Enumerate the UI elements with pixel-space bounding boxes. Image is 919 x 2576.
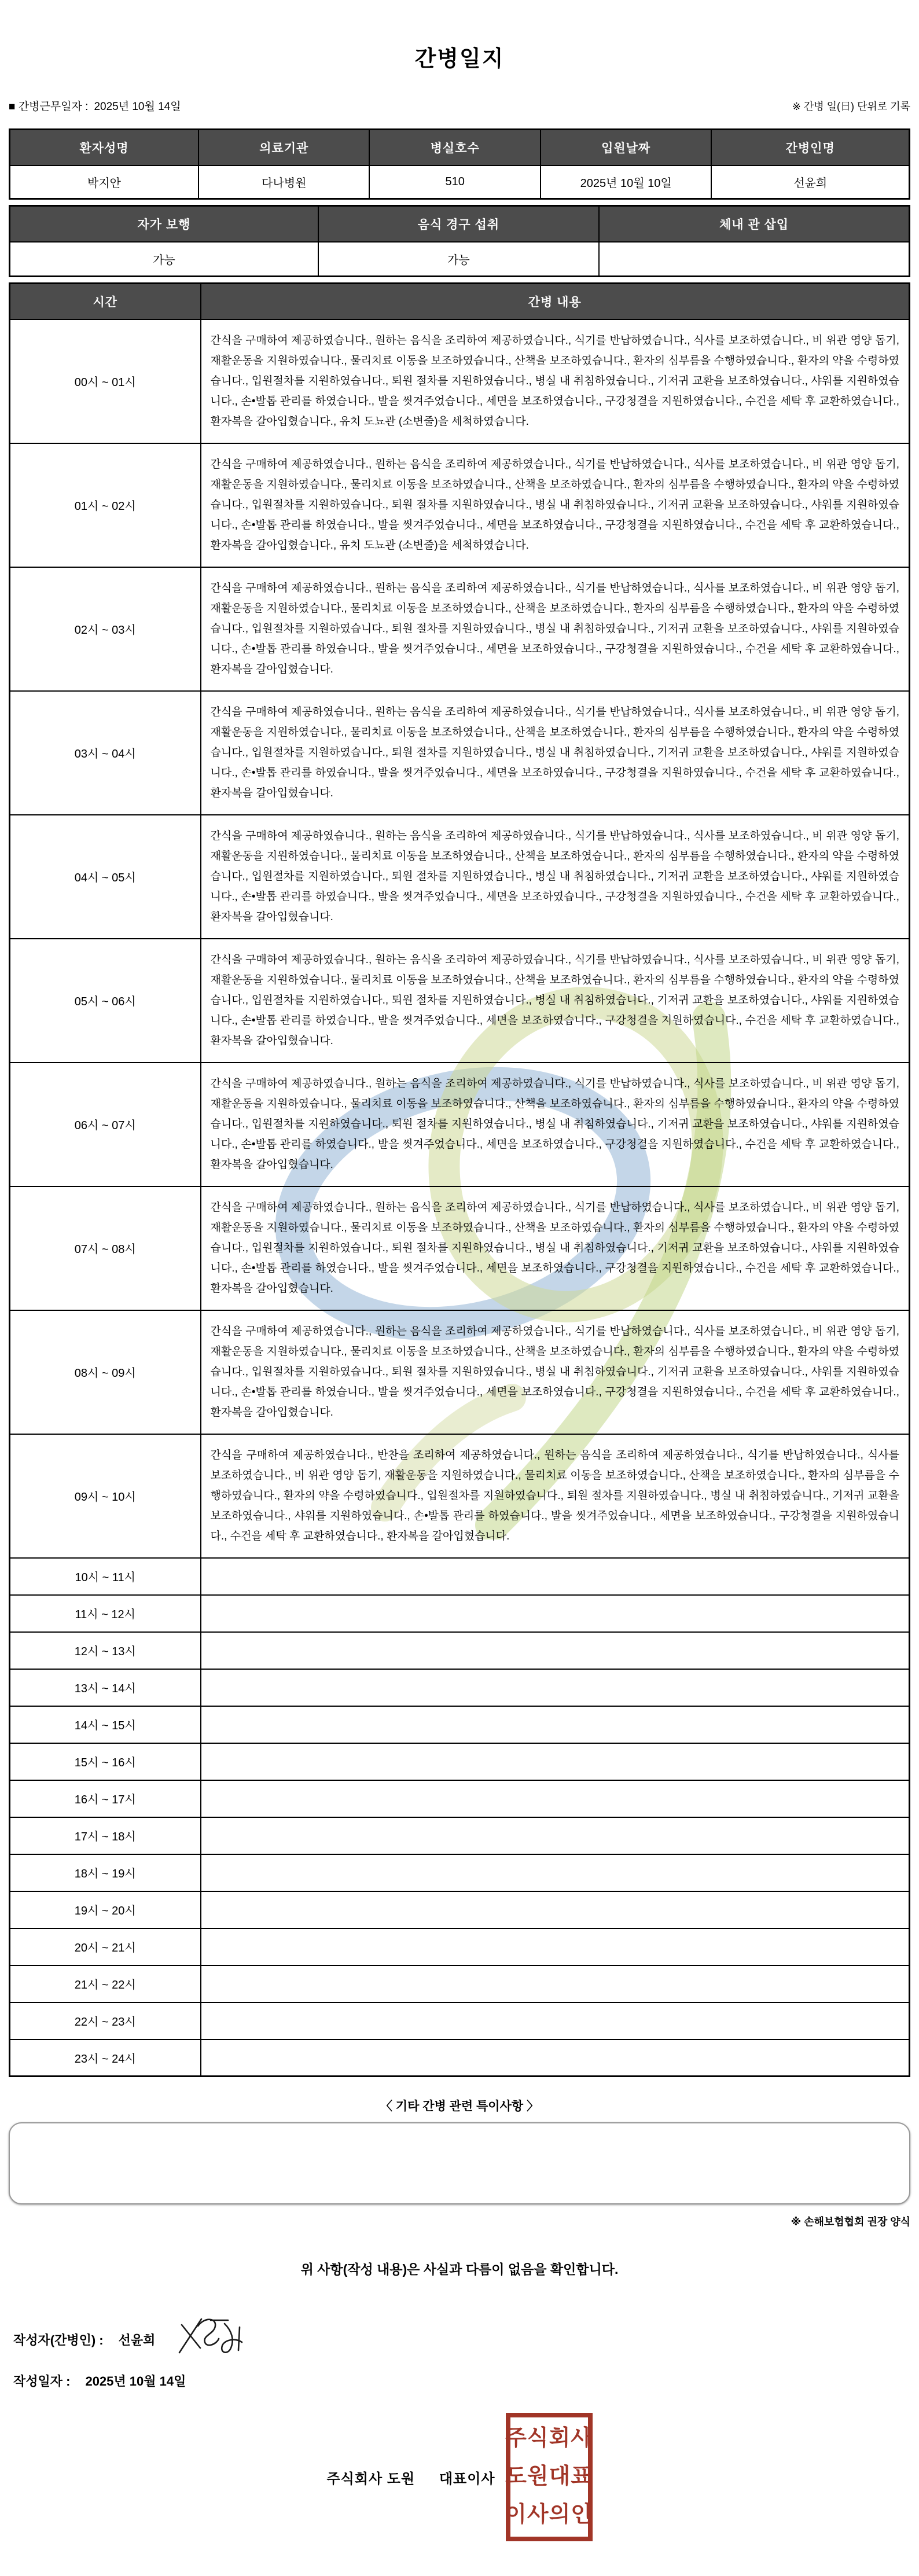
admission-date: 2025년 10월 10일 — [541, 166, 711, 199]
care-row-00 — [10, 319, 910, 443]
unit-note: ※ 간병 일(日) 단위로 기록 — [792, 101, 910, 112]
company-row — [9, 2413, 910, 2541]
care-row-10 — [10, 1558, 910, 1595]
company-role: 대표이사 — [439, 2471, 495, 2487]
care-content — [201, 1965, 910, 2002]
time-label: 04시 ~ 05시 — [10, 815, 201, 939]
care-content: 간식을 구매하여 제공하였습니다., 원하는 음식을 조리하여 제공하였습니다., 식기를 반납하였습니다., 식사를 보조하였습니다., 비 위관 영양 돕기, 재활운동을 지원하였습니다., 물리치료 이동을 보조하였습니다., 산책을 보조하였습니다., 환자의 심부름을 수행하였습니다., 환자의 약을 수령하였습니다., 입원절차를 지원하였습니다., 퇴원 절차를 지원하였습니다., 병실 내 취침하였습니다., 기저귀 교환을 보조하였습니다., 샤워를 지원하였습니다., 손•발톱 관리를 하였습니다., 발을 씻겨주었습니다., 세면을 보조하였습니다., 구강청결을 지원하였습니다., 수건을 세탁 후 교환하였습니다., 환자복을 갈아입혔습니다., 유치 도뇨관 (소변줄)을 세척하였습니다. — [201, 443, 910, 567]
care-row-22 — [10, 2002, 910, 2040]
time-label: 12시 ~ 13시 — [10, 1632, 201, 1669]
time-label: 14시 ~ 15시 — [10, 1706, 201, 1743]
care-log-table — [9, 282, 910, 2077]
time-label: 15시 ~ 16시 — [10, 1743, 201, 1780]
care-row-11 — [10, 1595, 910, 1632]
time-label: 02시 ~ 03시 — [10, 567, 201, 691]
care-row-15 — [10, 1743, 910, 1780]
time-label: 07시 ~ 08시 — [10, 1186, 201, 1310]
time-label: 06시 ~ 07시 — [10, 1063, 201, 1186]
patient-status-table — [9, 205, 910, 277]
care-row-13 — [10, 1669, 910, 1706]
care-row-01 — [10, 443, 910, 567]
company-line — [326, 2467, 495, 2487]
patient-name: 박지안 — [10, 166, 199, 199]
care-content — [201, 2040, 910, 2077]
care-row-21 — [10, 1965, 910, 2002]
care-content: 간식을 구매하여 제공하였습니다., 원하는 음식을 조리하여 제공하였습니다., 식기를 반납하였습니다., 식사를 보조하였습니다., 비 위관 영양 돕기, 재활운동을 지원하였습니다., 물리치료 이동을 보조하였습니다., 산책을 보조하였습니다., 환자의 심부름을 수행하였습니다., 환자의 약을 수령하였습니다., 입원절차를 지원하였습니다., 퇴원 절차를 지원하였습니다., 병실 내 취침하였습니다., 기저귀 교환을 보조하였습니다., 샤워를 지원하였습니다., 손•발톱 관리를 하였습니다., 발을 씻겨주었습니다., 세면을 보조하였습니다., 구강청결을 지원하였습니다., 수건을 세탁 후 교환하였습니다., 환자복을 갈아입혔습니다. — [201, 939, 910, 1063]
time-label: 01시 ~ 02시 — [10, 443, 201, 567]
caregiver-name: 선윤희 — [711, 166, 909, 199]
care-row-20 — [10, 1928, 910, 1965]
care-row-06 — [10, 1063, 910, 1186]
writer-name: 선윤희 — [118, 2332, 156, 2347]
care-content — [201, 1891, 910, 1928]
care-content: 간식을 구매하여 제공하였습니다., 반찬을 조리하여 제공하였습니다., 원하는 음식을 조리하여 제공하였습니다., 식기를 반납하였습니다., 식사를 보조하였습니다., 비 위관 영양 돕기, 재활운동을 지원하였습니다., 물리치료 이동을 보조하였습니다., 산책을 보조하였습니다., 환자의 심부름을 수행하였습니다., 환자의 약을 수령하였습니다., 입원절차를 지원하였습니다., 퇴원 절차를 지원하였습니다., 병실 내 취침하였습니다., 기저귀 교환을 보조하였습니다., 샤워를 지원하였습니다., 손•발톱 관리를 하였습니다., 발을 씻겨주었습니다., 세면을 보조하였습니다., 구강청결을 지원하였습니다., 수건을 세탁 후 교환하였습니다., 환자복을 갈아입혔습니다. — [201, 1434, 910, 1558]
confirmation-statement: 위 사항(작성 내용)은 사실과 다름이 없음을 확인합니다. — [300, 2262, 619, 2277]
stamp-line-1: 주식회사 — [505, 2426, 593, 2451]
time-label: 23시 ~ 24시 — [10, 2040, 201, 2077]
header-admission-date: 입원날짜 — [541, 130, 711, 166]
header-caregiver-name: 간병인명 — [711, 130, 909, 166]
work-date-line — [9, 98, 187, 113]
time-label: 21시 ~ 22시 — [10, 1965, 201, 2002]
self-walking-value: 가능 — [10, 242, 318, 277]
care-row-14 — [10, 1706, 910, 1743]
care-row-03 — [10, 691, 910, 815]
care-content: 간식을 구매하여 제공하였습니다., 원하는 음식을 조리하여 제공하였습니다., 식기를 반납하였습니다., 식사를 보조하였습니다., 비 위관 영양 돕기, 재활운동을 지원하였습니다., 물리치료 이동을 보조하였습니다., 산책을 보조하였습니다., 환자의 심부름을 수행하였습니다., 환자의 약을 수령하였습니다., 입원절차를 지원하였습니다., 퇴원 절차를 지원하였습니다., 병실 내 취침하였습니다., 기저귀 교환을 보조하였습니다., 샤워를 지원하였습니다., 손•발톱 관리를 하였습니다., 발을 씻겨주었습니다., 세면을 보조하였습니다., 구강청결을 지원하였습니다., 수건을 세탁 후 교환하였습니다., 환자복을 갈아입혔습니다. — [201, 1310, 910, 1434]
patient-info-table — [9, 128, 910, 200]
time-label: 11시 ~ 12시 — [10, 1595, 201, 1632]
header-patient-name: 환자성명 — [10, 130, 199, 166]
form-note: ※ 손해보험협회 권장 양식 — [791, 2216, 910, 2228]
time-label: 08시 ~ 09시 — [10, 1310, 201, 1434]
care-content: 간식을 구매하여 제공하였습니다., 원하는 음식을 조리하여 제공하였습니다., 식기를 반납하였습니다., 식사를 보조하였습니다., 비 위관 영양 돕기, 재활운동을 지원하였습니다., 물리치료 이동을 보조하였습니다., 산책을 보조하였습니다., 환자의 심부름을 수행하였습니다., 환자의 약을 수령하였습니다., 입원절차를 지원하였습니다., 퇴원 절차를 지원하였습니다., 병실 내 취침하였습니다., 기저귀 교환을 보조하였습니다., 샤워를 지원하였습니다., 손•발톱 관리를 하였습니다., 발을 씻겨주었습니다., 세면을 보조하였습니다., 구강청결을 지원하였습니다., 수건을 세탁 후 교환하였습니다., 환자복을 갈아입혔습니다. — [201, 1063, 910, 1186]
time-label: 00시 ~ 01시 — [10, 319, 201, 443]
care-content: 간식을 구매하여 제공하였습니다., 원하는 음식을 조리하여 제공하였습니다., 식기를 반납하였습니다., 식사를 보조하였습니다., 비 위관 영양 돕기, 재활운동을 지원하였습니다., 물리치료 이동을 보조하였습니다., 산책을 보조하였습니다., 환자의 심부름을 수행하였습니다., 환자의 약을 수령하였습니다., 입원절차를 지원하였습니다., 퇴원 절차를 지원하였습니다., 병실 내 취침하였습니다., 기저귀 교환을 보조하였습니다., 샤워를 지원하였습니다., 손•발톱 관리를 하였습니다., 발을 씻겨주었습니다., 세면을 보조하였습니다., 구강청결을 지원하였습니다., 수건을 세탁 후 교환하였습니다., 환자복을 갈아입혔습니다., 유치 도뇨관 (소변줄)을 세척하였습니다. — [201, 319, 910, 443]
care-content — [201, 1854, 910, 1891]
time-label: 22시 ~ 23시 — [10, 2002, 201, 2040]
corporate-seal-stamp — [506, 2413, 593, 2541]
stamp-line-2: 도원대표 — [505, 2464, 593, 2489]
care-content: 간식을 구매하여 제공하였습니다., 원하는 음식을 조리하여 제공하였습니다., 식기를 반납하였습니다., 식사를 보조하였습니다., 비 위관 영양 돕기, 재활운동을 지원하였습니다., 물리치료 이동을 보조하였습니다., 산책을 보조하였습니다., 환자의 심부름을 수행하였습니다., 환자의 약을 수령하였습니다., 입원절차를 지원하였습니다., 퇴원 절차를 지원하였습니다., 병실 내 취침하였습니다., 기저귀 교환을 보조하였습니다., 샤워를 지원하였습니다., 손•발톱 관리를 하였습니다., 발을 씻겨주었습니다., 세면을 보조하였습니다., 구강청결을 지원하였습니다., 수건을 세탁 후 교환하였습니다., 환자복을 갈아입혔습니다. — [201, 1186, 910, 1310]
care-content: 간식을 구매하여 제공하였습니다., 원하는 음식을 조리하여 제공하였습니다., 식기를 반납하였습니다., 식사를 보조하였습니다., 비 위관 영양 돕기, 재활운동을 지원하였습니다., 물리치료 이동을 보조하였습니다., 산책을 보조하였습니다., 환자의 심부름을 수행하였습니다., 환자의 약을 수령하였습니다., 입원절차를 지원하였습니다., 퇴원 절차를 지원하였습니다., 병실 내 취침하였습니다., 기저귀 교환을 보조하였습니다., 샤워를 지원하였습니다., 손•발톱 관리를 하였습니다., 발을 씻겨주었습니다., 세면을 보조하였습니다., 구강청결을 지원하였습니다., 수건을 세탁 후 교환하였습니다., 환자복을 갈아입혔습니다. — [201, 815, 910, 939]
header-oral-intake: 음식 경구 섭취 — [318, 206, 599, 242]
time-label: 18시 ~ 19시 — [10, 1854, 201, 1891]
oral-intake-value: 가능 — [318, 242, 599, 277]
page-title: 간병일지 — [414, 47, 505, 71]
written-date-label: 작성일자 : — [13, 2374, 71, 2388]
care-row-08 — [10, 1310, 910, 1434]
special-notes-title: 〈 기타 간병 관련 특이사항 〉 — [380, 2100, 539, 2113]
care-content — [201, 1632, 910, 1669]
time-label: 16시 ~ 17시 — [10, 1780, 201, 1817]
special-notes-box — [9, 2122, 910, 2204]
care-row-18 — [10, 1854, 910, 1891]
care-header-row — [10, 284, 910, 319]
care-content — [201, 1595, 910, 1632]
care-row-04 — [10, 815, 910, 939]
writer-line — [9, 2316, 910, 2362]
header-time: 시간 — [10, 284, 201, 319]
time-label: 17시 ~ 18시 — [10, 1817, 201, 1854]
care-row-09 — [10, 1434, 910, 1558]
care-row-19 — [10, 1891, 910, 1928]
care-content — [201, 1817, 910, 1854]
time-label: 10시 ~ 11시 — [10, 1558, 201, 1595]
signature — [175, 2314, 250, 2360]
header-medical-institution: 의료기관 — [198, 130, 369, 166]
written-date-value: 2025년 10월 14일 — [85, 2374, 186, 2388]
header-tube-insertion: 체내 관 삽입 — [599, 206, 909, 242]
care-row-02 — [10, 567, 910, 691]
room-number: 510 — [369, 166, 540, 199]
tube-insertion-value — [599, 242, 909, 277]
care-content — [201, 1706, 910, 1743]
time-label: 09시 ~ 10시 — [10, 1434, 201, 1558]
written-date-line — [9, 2372, 910, 2390]
special-notes-content — [10, 2123, 909, 2140]
status-header-row — [10, 206, 910, 242]
care-row-23 — [10, 2040, 910, 2077]
time-label: 19시 ~ 20시 — [10, 1891, 201, 1928]
status-value-row — [10, 242, 910, 277]
time-label: 20시 ~ 21시 — [10, 1928, 201, 1965]
header-room-number: 병실호수 — [369, 130, 540, 166]
time-label: 03시 ~ 04시 — [10, 691, 201, 815]
time-label: 05시 ~ 06시 — [10, 939, 201, 1063]
medical-institution: 다나병원 — [198, 166, 369, 199]
patient-header-row — [10, 130, 910, 166]
care-row-12 — [10, 1632, 910, 1669]
care-content — [201, 1743, 910, 1780]
writer-label: 작성자(간병인) : — [13, 2332, 104, 2347]
care-content — [201, 1558, 910, 1595]
care-row-05 — [10, 939, 910, 1063]
work-date-value: 2025년 10월 14일 — [94, 101, 181, 113]
care-row-07 — [10, 1186, 910, 1310]
care-content: 간식을 구매하여 제공하였습니다., 원하는 음식을 조리하여 제공하였습니다., 식기를 반납하였습니다., 식사를 보조하였습니다., 비 위관 영양 돕기, 재활운동을 지원하였습니다., 물리치료 이동을 보조하였습니다., 산책을 보조하였습니다., 환자의 심부름을 수행하였습니다., 환자의 약을 수령하였습니다., 입원절차를 지원하였습니다., 퇴원 절차를 지원하였습니다., 병실 내 취침하였습니다., 기저귀 교환을 보조하였습니다., 샤워를 지원하였습니다., 손•발톱 관리를 하였습니다., 발을 씻겨주었습니다., 세면을 보조하였습니다., 구강청결을 지원하였습니다., 수건을 세탁 후 교환하였습니다., 환자복을 갈아입혔습니다. — [201, 691, 910, 815]
company-name: 주식회사 도원 — [326, 2471, 416, 2487]
patient-value-row — [10, 166, 910, 199]
header-care-content: 간병 내용 — [201, 284, 910, 319]
work-date-label: ■ 간병근무일자 : — [9, 101, 89, 113]
care-content — [201, 2002, 910, 2040]
care-content — [201, 1928, 910, 1965]
stamp-line-3: 이사의인 — [505, 2502, 593, 2527]
care-content — [201, 1780, 910, 1817]
meta-row — [9, 98, 910, 113]
care-content — [201, 1669, 910, 1706]
time-label: 13시 ~ 14시 — [10, 1669, 201, 1706]
care-row-17 — [10, 1817, 910, 1854]
care-content: 간식을 구매하여 제공하였습니다., 원하는 음식을 조리하여 제공하였습니다., 식기를 반납하였습니다., 식사를 보조하였습니다., 비 위관 영양 돕기, 재활운동을 지원하였습니다., 물리치료 이동을 보조하였습니다., 산책을 보조하였습니다., 환자의 심부름을 수행하였습니다., 환자의 약을 수령하였습니다., 입원절차를 지원하였습니다., 퇴원 절차를 지원하였습니다., 병실 내 취침하였습니다., 기저귀 교환을 보조하였습니다., 샤워를 지원하였습니다., 손•발톱 관리를 하였습니다., 발을 씻겨주었습니다., 세면을 보조하였습니다., 구강청결을 지원하였습니다., 수건을 세탁 후 교환하였습니다., 환자복을 갈아입혔습니다. — [201, 567, 910, 691]
care-row-16 — [10, 1780, 910, 1817]
header-self-walking: 자가 보행 — [10, 206, 318, 242]
